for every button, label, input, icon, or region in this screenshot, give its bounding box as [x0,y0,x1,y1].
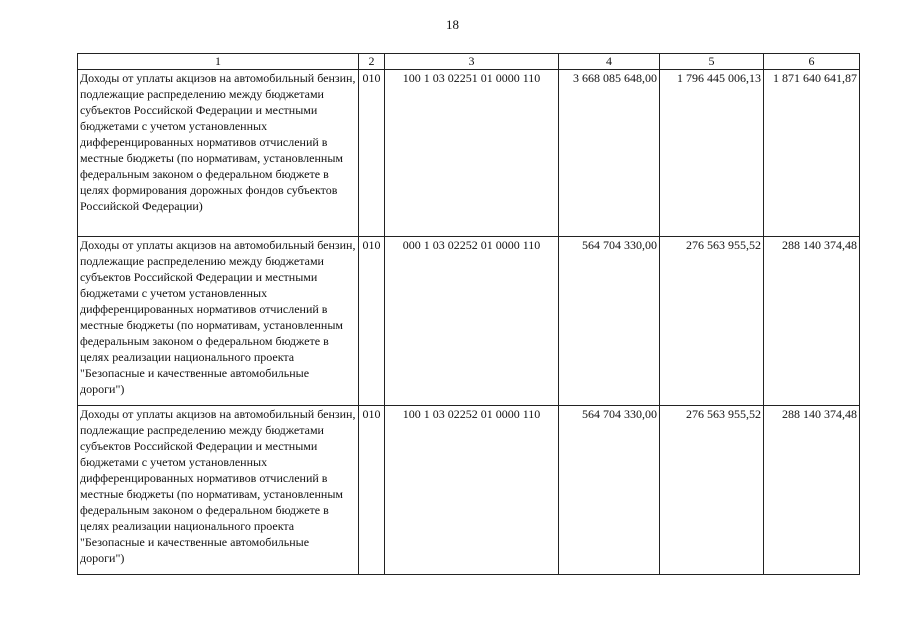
row-name-cell: Доходы от уплаты акцизов на автомобильный бензин, подлежащие распределению между бюджетами субъектов Российской Федерации и местными бюджетами с учетом установленных дифференцированных нормативов отчислений в местные бюджеты (по нормативам, установленным федеральным законом о федеральном бюджете в целях формирования дорожных фондов субъектов Российской Федерации) [78,70,359,237]
income-code-cell: 000 1 03 02252 01 0000 110 [385,237,559,406]
column-6-value-cell: 1 871 640 641,87 [764,70,860,237]
row-name-cell: Доходы от уплаты акцизов на автомобильный бензин, подлежащие распределению между бюджетами субъектов Российской Федерации и местными бюджетами с учетом установленных дифференцированных нормативов отчислений в местные бюджеты (по нормативам, установленным федеральным законом о федеральном бюджете в целях реализации национального проекта "Безопасные и качественные автомобильные дороги") [78,406,359,575]
column-4-value-cell: 564 704 330,00 [559,406,660,575]
column-5-value-cell: 276 563 955,52 [660,237,764,406]
column-header-6: 6 [764,54,860,70]
column-header-4: 4 [559,54,660,70]
column-4-value-cell: 564 704 330,00 [559,237,660,406]
column-6-value-cell: 288 140 374,48 [764,237,860,406]
line-code-cell: 010 [359,406,385,575]
line-code-cell: 010 [359,237,385,406]
table-row [78,406,860,575]
column-header-1: 1 [78,54,359,70]
column-4-value-cell: 3 668 085 648,00 [559,70,660,237]
header-row [78,54,860,70]
column-6-value-cell: 288 140 374,48 [764,406,860,575]
income-code-cell: 100 1 03 02252 01 0000 110 [385,406,559,575]
column-5-value-cell: 1 796 445 006,13 [660,70,764,237]
page-number: 18 [446,17,459,32]
budget-table [77,53,860,575]
table-row [78,70,860,237]
table-row [78,237,860,406]
column-header-3: 3 [385,54,559,70]
income-code-cell: 100 1 03 02251 01 0000 110 [385,70,559,237]
line-code-cell: 010 [359,70,385,237]
column-header-5: 5 [660,54,764,70]
column-header-2: 2 [359,54,385,70]
row-name-cell: Доходы от уплаты акцизов на автомобильный бензин, подлежащие распределению между бюджетами субъектов Российской Федерации и местными бюджетами с учетом установленных дифференцированных нормативов отчислений в местные бюджеты (по нормативам, установленным федеральным законом о федеральном бюджете в целях реализации национального проекта "Безопасные и качественные автомобильные дороги") [78,237,359,406]
column-5-value-cell: 276 563 955,52 [660,406,764,575]
